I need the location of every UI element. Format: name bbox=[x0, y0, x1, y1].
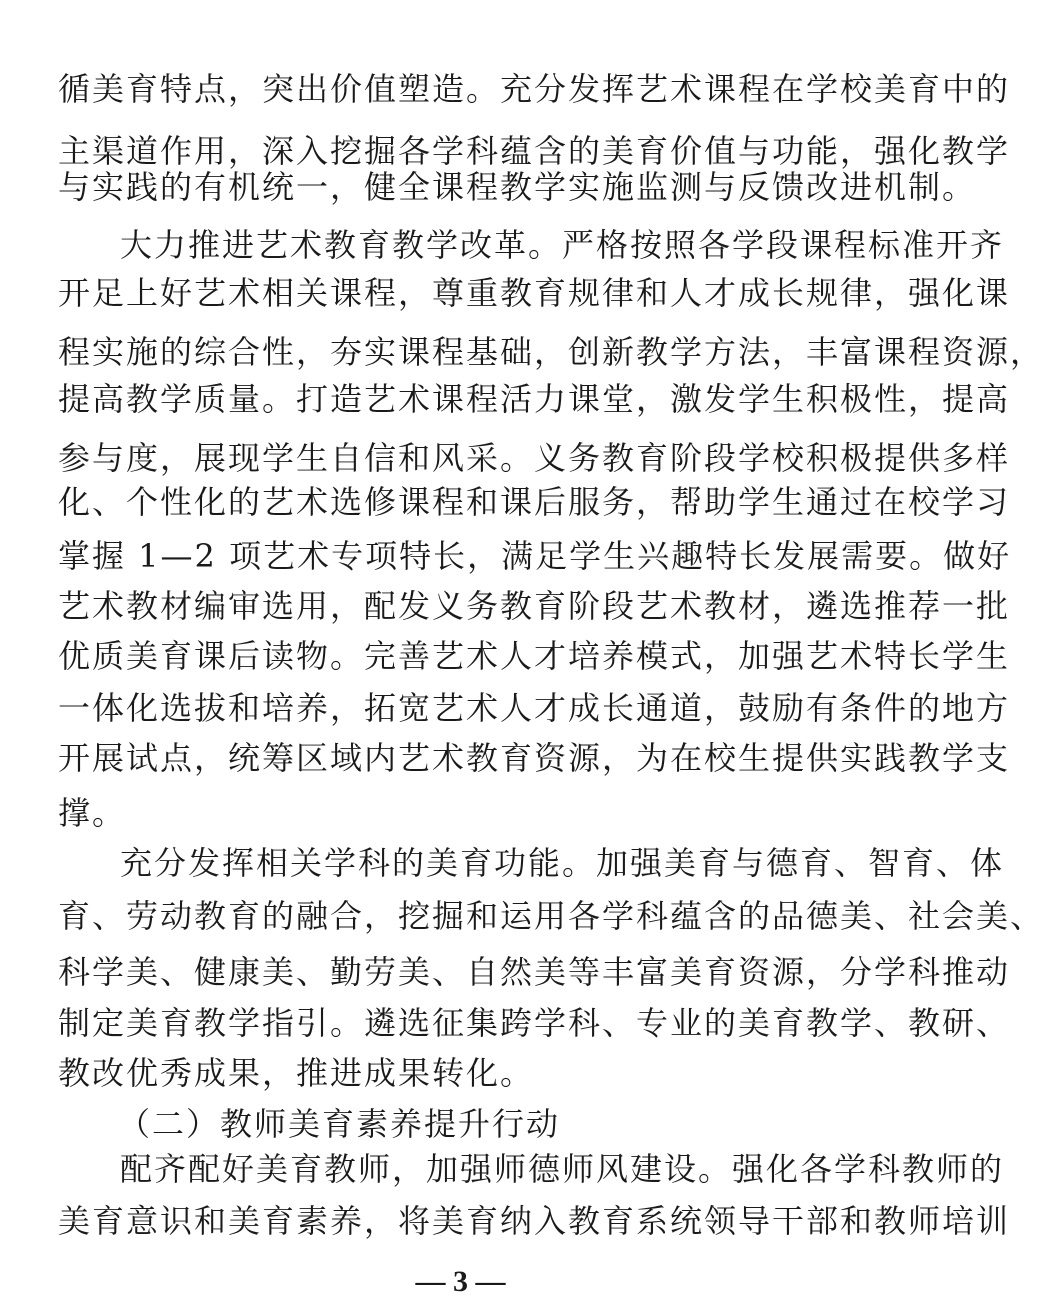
body-text-line: 循美育特点，突出价值塑造。充分发挥艺术课程在学校美育中的 bbox=[58, 70, 1011, 108]
body-text-line: 优质美育课后读物。完善艺术人才培养模式，加强艺术特长学生 bbox=[58, 637, 1011, 675]
body-text-line: 制定美育教学指引。遴选征集跨学科、专业的美育教学、教研、 bbox=[58, 1004, 1011, 1042]
body-text-line: 科学美、健康美、勤劳美、自然美等丰富美育资源，分学科推动 bbox=[58, 953, 1011, 991]
body-text-line: 开展试点，统筹区域内艺术教育资源，为在校生提供实践教学支 bbox=[58, 739, 1011, 777]
body-text-line: 大力推进艺术教育教学改革。严格按照各学段课程标准开齐 bbox=[120, 226, 1005, 264]
body-text-line: 化、个性化的艺术选修课程和课后服务，帮助学生通过在校学习 bbox=[58, 483, 1011, 521]
body-text-line: 艺术教材编审选用，配发义务教育阶段艺术教材，遴选推荐一批 bbox=[58, 587, 1011, 625]
body-text-line: 充分发挥相关学科的美育功能。加强美育与德育、智育、体 bbox=[120, 844, 1005, 882]
body-text-line: 美育意识和美育素养，将美育纳入教育系统领导干部和教师培训 bbox=[58, 1202, 1011, 1240]
body-text-line: 配齐配好美育教师，加强师德师风建设。强化各学科教师的 bbox=[120, 1150, 1005, 1188]
body-text-line: 一体化选拔和培养，拓宽艺术人才成长通道，鼓励有条件的地方 bbox=[58, 689, 1011, 727]
body-text-line: 撑。 bbox=[58, 794, 127, 832]
body-text-line: 主渠道作用，深入挖掘各学科蕴含的美育价值与功能，强化教学 bbox=[58, 132, 1011, 170]
body-text-line: 开足上好艺术相关课程，尊重教育规律和人才成长规律，强化课 bbox=[58, 274, 1011, 312]
body-text-line: 育、劳动教育的融合，挖掘和运用各学科蕴含的品德美、社会美、 bbox=[58, 897, 1044, 935]
section-heading: （二）教师美育素养提升行动 bbox=[118, 1105, 561, 1143]
body-text-line: 参与度，展现学生自信和风采。义务教育阶段学校积极提供多样 bbox=[58, 439, 1011, 477]
body-text-line: 提高教学质量。打造艺术课程活力课堂，激发学生积极性，提高 bbox=[58, 380, 1011, 418]
page-number: — 3 — bbox=[415, 1265, 506, 1298]
body-text-line: 程实施的综合性，夯实课程基础，创新教学方法，丰富课程资源， bbox=[58, 333, 1044, 371]
body-text-line: 教改优秀成果，推进成果转化。 bbox=[58, 1054, 535, 1092]
body-text-line: 掌握 1—2 项艺术专项特长，满足学生兴趣特长发展需要。做好 bbox=[58, 537, 1012, 575]
body-text-line: 与实践的有机统一，健全课程教学实施监测与反馈改进机制。 bbox=[58, 168, 977, 206]
